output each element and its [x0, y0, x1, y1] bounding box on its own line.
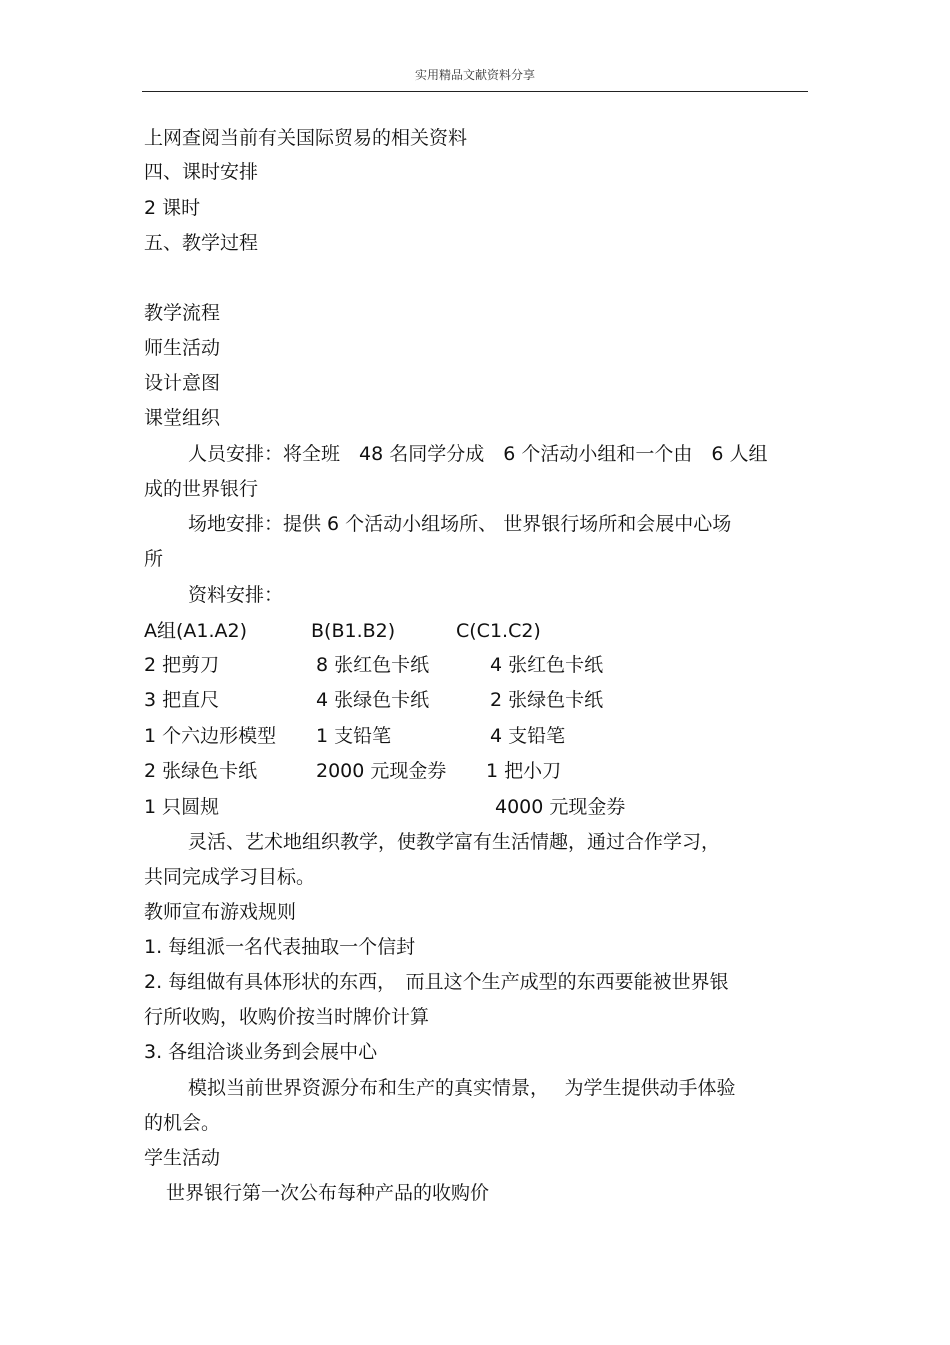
section-heading-schedule: 四、课时安排: [144, 161, 259, 183]
materials-header: B(B1.B2): [311, 620, 396, 642]
text-line: 的机会。: [144, 1112, 221, 1134]
materials-cell: 3 把直尺: [144, 689, 220, 711]
text-line: 所: [144, 548, 164, 570]
text-line: 教学流程: [144, 302, 221, 324]
text-line: 共同完成学习目标。: [144, 866, 316, 888]
materials-cell: 2000 元现金券: [316, 760, 447, 782]
list-item: 3. 各组洽谈业务到会展中心: [144, 1041, 378, 1063]
text-line: 模拟当前世界资源分布和生产的真实情景， 为学生提供动手体验: [188, 1077, 736, 1099]
materials-cell: 4 支铅笔: [490, 725, 566, 747]
materials-header: A组(A1.A2): [144, 620, 248, 642]
materials-cell: 4 张绿色卡纸: [316, 689, 430, 711]
text-line: 教师宣布游戏规则: [144, 901, 297, 923]
text-line: 上网查阅当前有关国际贸易的相关资料: [144, 127, 468, 149]
materials-cell: 1 个六边形模型: [144, 725, 277, 747]
text-line: 行所收购，收购价按当时牌价计算: [144, 1006, 430, 1028]
text-line: 人员安排：将全班 48 名同学分成 6 个活动小组和一个由 6 人组: [188, 443, 768, 465]
materials-cell: 8 张红色卡纸: [316, 654, 430, 676]
text-line: 场地安排：提供 6 个活动小组场所、 世界银行场所和会展中心场: [188, 513, 732, 535]
materials-cell: 1 只圆规: [144, 796, 220, 818]
text-line: 师生活动: [144, 337, 221, 359]
materials-cell: 1 支铅笔: [316, 725, 392, 747]
materials-cell: 4 张红色卡纸: [490, 654, 604, 676]
section-heading-process: 五、教学过程: [144, 232, 259, 254]
header-divider: [142, 91, 808, 92]
list-item: 1. 每组派一名代表抽取一个信封: [144, 936, 416, 958]
materials-cell: 4000 元现金券: [495, 796, 626, 818]
text-line: 设计意图: [144, 372, 221, 394]
text-line: 课堂组织: [144, 407, 221, 429]
text-line: 2 课时: [144, 197, 201, 219]
text-line: 世界银行第一次公布每种产品的收购价: [166, 1182, 490, 1204]
materials-cell: 2 把剪刀: [144, 654, 220, 676]
page-header: 实用精品文献资料分享: [414, 68, 535, 82]
materials-cell: 2 张绿色卡纸: [490, 689, 604, 711]
materials-cell: 2 张绿色卡纸: [144, 760, 258, 782]
text-line: 学生活动: [144, 1147, 221, 1169]
materials-cell: 1 把小刀: [486, 760, 562, 782]
materials-header: C(C1.C2): [456, 620, 541, 642]
list-item: 2. 每组做有具体形状的东西， 而且这个生产成型的东西要能被世界银: [144, 971, 729, 993]
text-line: 灵活、艺术地组织教学，使教学富有生活情趣，通过合作学习，: [188, 831, 721, 853]
text-line: 成的世界银行: [144, 478, 259, 500]
text-line: 资料安排：: [188, 584, 284, 606]
